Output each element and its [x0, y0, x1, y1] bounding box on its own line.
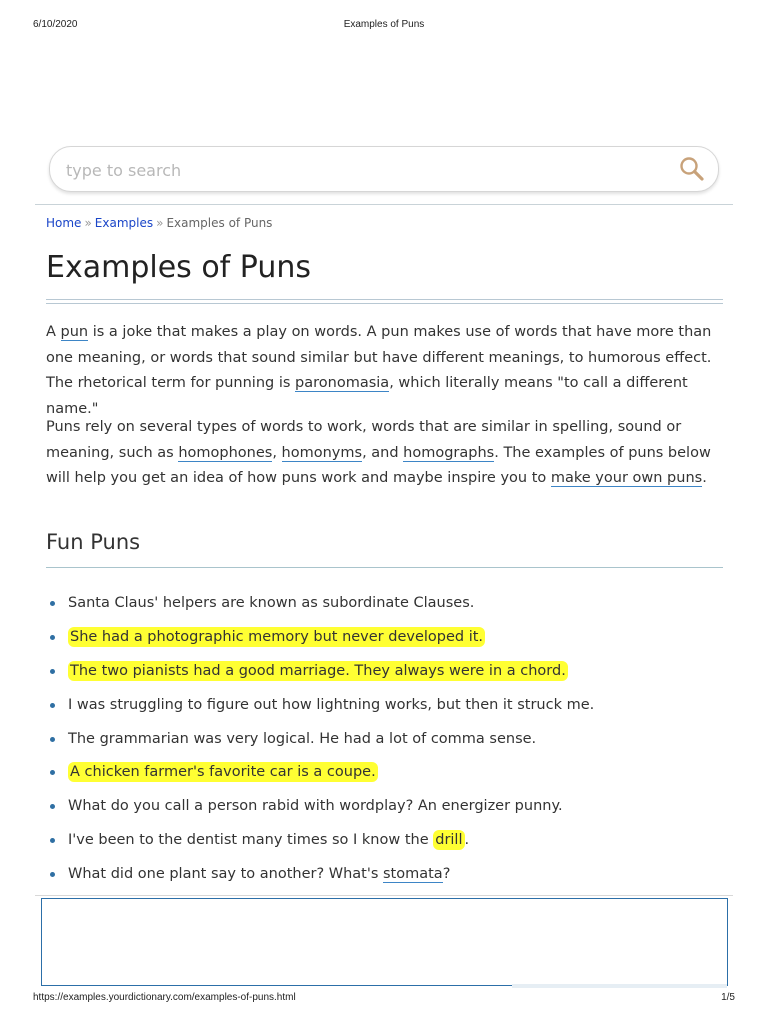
page-url: https://examples.yourdictionary.com/examples-of-puns.html — [33, 992, 296, 1003]
ad-footer-strip — [512, 984, 727, 988]
link-homographs[interactable]: homographs — [403, 444, 495, 461]
intro-paragraph: A pun is a joke that makes a play on words. A pun makes use of words that have more than one meaning, or words that sound similar but have different meanings, to humorous effect. The rhetorical term for punning is paronomasia, which literally means "to call a different name." — [46, 324, 712, 417]
list-item: I was struggling to figure out how lightning works, but then it struck me. — [46, 692, 726, 726]
bullet-icon — [50, 804, 55, 809]
list-item — [46, 658, 726, 692]
highlighted-text: A chicken farmer's favorite car is a coupe. — [70, 764, 376, 781]
breadcrumb-examples-link[interactable]: Examples — [94, 216, 154, 230]
bullet-icon — [50, 635, 55, 640]
bullet-icon — [50, 838, 55, 843]
content-divider — [35, 895, 733, 896]
search-icon[interactable] — [679, 156, 705, 182]
link-make-your-own-puns[interactable]: make your own puns — [550, 470, 703, 486]
list-item: What did one plant say to another? What's stomata? — [46, 861, 726, 895]
print-header — [0, 0, 768, 30]
section-divider — [46, 567, 723, 568]
bullet-icon — [50, 872, 55, 877]
bullet-icon — [50, 669, 55, 674]
list-item — [46, 759, 726, 793]
bullet-icon — [50, 703, 55, 708]
bullet-icon — [50, 770, 55, 775]
page-number: 1/5 — [721, 992, 735, 1003]
search-input[interactable] — [64, 157, 628, 183]
link-homonyms[interactable]: homonyms — [281, 444, 363, 461]
list-item: I've been to the dentist many times so I know the drill . — [46, 827, 726, 861]
search-box — [49, 146, 719, 192]
print-footer — [0, 992, 768, 1012]
ad-container[interactable] — [41, 898, 728, 986]
link-pun[interactable]: pun — [60, 324, 89, 340]
list-item: The grammarian was very logical. He had a lot of comma sense. — [46, 726, 726, 760]
highlighted-text: drill — [435, 832, 463, 849]
breadcrumb-separator: » — [156, 216, 164, 230]
highlighted-text: The two pianists had a good marriage. They always were in a chord. — [70, 662, 566, 679]
print-date: 6/10/2020 — [33, 19, 78, 30]
breadcrumb-current: Examples of Puns — [166, 216, 273, 230]
link-homophones[interactable]: homophones — [178, 444, 273, 461]
print-title: Examples of Puns — [343, 19, 425, 30]
header-divider — [35, 204, 733, 205]
list-item: What do you call a person rabid with wordplay? An energizer punny. — [46, 793, 726, 827]
page-title: Examples of Puns — [46, 250, 311, 285]
link-stomata[interactable]: stomata — [383, 866, 443, 883]
list-item: Santa Claus' helpers are known as subordinate Clauses. — [46, 590, 726, 624]
highlighted-text: She had a photographic memory but never developed it. — [70, 628, 484, 645]
bullet-icon — [50, 601, 55, 606]
title-divider — [46, 299, 723, 304]
link-paronomasia[interactable]: paronomasia — [295, 375, 390, 391]
pun-list — [46, 590, 726, 895]
breadcrumb-home-link[interactable]: Home — [46, 216, 82, 230]
bullet-icon — [50, 737, 55, 742]
list-item — [46, 624, 726, 658]
breadcrumb-separator: » — [84, 216, 92, 230]
types-paragraph: Puns rely on several types of words to work, words that are similar in spelling, sound or meaning, such as homophones, homonyms, and homographs. The examples of puns below will help you get an idea of how puns work and maybe inspire you to make your own puns. — [46, 419, 711, 486]
section-heading: Fun Puns — [46, 530, 141, 554]
breadcrumb — [46, 216, 272, 230]
